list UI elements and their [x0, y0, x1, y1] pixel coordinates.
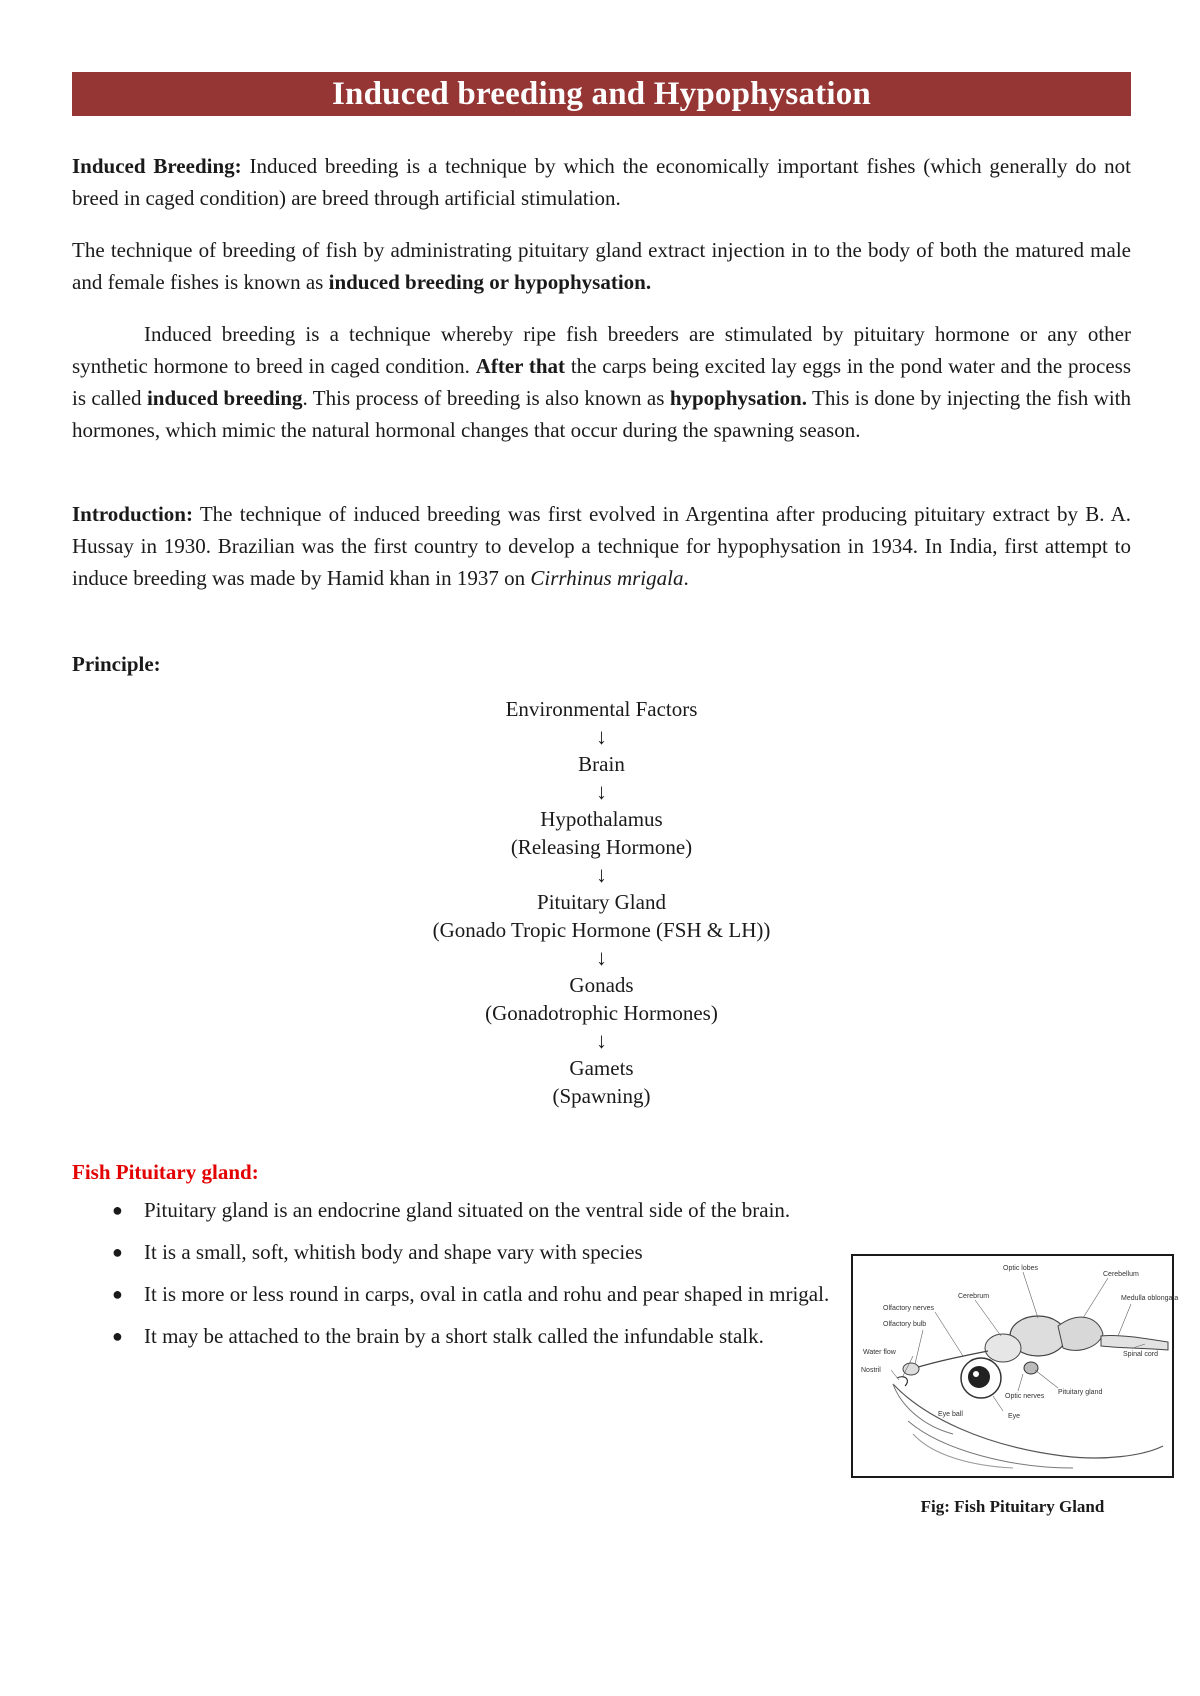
- para3-bold-2: induced breeding: [146, 386, 303, 410]
- flow-gonado-tropic-hormone: (Gonado Tropic Hormone (FSH & LH)): [432, 918, 771, 942]
- bullet-icon: ●: [112, 1242, 123, 1262]
- species-name: Cirrhinus mrigala: [530, 566, 684, 590]
- figure-caption: Fig: Fish Pituitary Gland: [920, 1497, 1105, 1516]
- list-item: [72, 1231, 835, 1273]
- list-item-text: It is more or less round in carps, oval in catla and rohu and pear shaped in mrigal.: [144, 1282, 830, 1306]
- bullet-icon: ●: [112, 1284, 123, 1304]
- pituitary-section-heading: Fish Pituitary gland:: [72, 1160, 259, 1184]
- down-arrow-icon: ↓: [596, 862, 607, 887]
- list-item: [72, 1189, 835, 1231]
- label-cerebrum: Cerebrum: [958, 1293, 990, 1300]
- nostril-shape: [897, 1377, 907, 1386]
- flow-hypothalamus: Hypothalamus: [540, 807, 663, 831]
- technique-bold: induced breeding or hypophysation.: [328, 270, 652, 294]
- down-arrow-icon: ↓: [596, 945, 607, 970]
- technique-text: The technique of breeding of fish by administrating pituitary gland extract injection in to the body of both the matured male and female fishes is known as: [72, 238, 1131, 294]
- induced-breeding-text: Induced breeding is a technique by which the economically important fishes (which generally do not breed in caged condition) are breed through artificial stimulation.: [72, 154, 1132, 210]
- label-eye: Eye: [1008, 1413, 1021, 1420]
- flow-gonadotrophic-hormones: (Gonadotrophic Hormones): [485, 1001, 718, 1025]
- pupil-shape: [968, 1366, 990, 1388]
- eye-highlight: [973, 1371, 979, 1377]
- principle-heading: Principle:: [72, 652, 161, 676]
- flow-pituitary-gland: Pituitary Gland: [537, 890, 666, 914]
- flow-gamets: Gamets: [569, 1056, 634, 1080]
- document-page: [72, 72, 1131, 1357]
- flow-gonads: Gonads: [569, 973, 634, 997]
- label-olfactory-bulb: Olfactory bulb: [883, 1321, 927, 1328]
- flow-environmental-factors: Environmental Factors: [505, 697, 698, 721]
- introduction-end: .: [683, 566, 689, 590]
- cerebrum-shape: [985, 1334, 1021, 1362]
- lower-jaw: [913, 1434, 1013, 1468]
- label-cerebellum: Cerebellum: [1103, 1271, 1139, 1278]
- label-medulla: Medulla oblongata: [1121, 1295, 1179, 1302]
- fish-brain-illustration: [853, 1256, 1179, 1476]
- flow-spawning: (Spawning): [552, 1084, 651, 1108]
- bullet-icon: ●: [112, 1200, 123, 1220]
- introduction-paragraph: [72, 498, 1131, 594]
- para3-text-2: the carps being excited lay eggs in the pond water and the process is called: [72, 354, 1131, 410]
- list-item: [72, 1273, 835, 1315]
- label-optic-lobes: Optic lobes: [1003, 1265, 1039, 1272]
- para3-bold-3: hypophysation.: [669, 386, 807, 410]
- label-nostril: Nostril: [861, 1367, 881, 1374]
- label-optic-nerves: Optic nerves: [1005, 1393, 1045, 1400]
- para3-text-4: This is done by injecting the fish with hormones, which mimic the natural hormonal changes that occur during the spawning season.: [72, 386, 1131, 442]
- list-item-text: It is a small, soft, whitish body and shape vary with species: [144, 1240, 643, 1264]
- cerebellum-shape: [1058, 1317, 1103, 1350]
- para3-text-1: Induced breeding is a technique whereby ripe fish breeders are stimulated by pituitary hormone or any other synthetic hormone to breed in caged condition.: [72, 322, 1131, 378]
- list-item: [72, 1315, 835, 1357]
- introduction-text: The technique of induced breeding was first evolved in Argentina after producing pituitary extract by B. A. Hussay in 1930. Brazilian was the first country to develop a technique for hypophysation in 1934. In India, first attempt to induce breeding was made by Hamid khan in 1937 on: [72, 502, 1131, 590]
- para3-bold-1: After that: [475, 354, 566, 378]
- induced-breeding-label: Induced Breeding:: [72, 154, 242, 178]
- list-item-text: Pituitary gland is an endocrine gland situated on the ventral side of the brain.: [144, 1198, 791, 1222]
- gill-line: [908, 1421, 1073, 1468]
- pituitary-bullet-list: [72, 1189, 835, 1357]
- flow-releasing-hormone: (Releasing Hormone): [510, 835, 693, 859]
- down-arrow-icon: ↓: [596, 779, 607, 804]
- pituitary-gland-shape: [1024, 1362, 1038, 1374]
- label-water-flow: Water flow: [863, 1349, 896, 1356]
- down-arrow-icon: ↓: [596, 1028, 607, 1053]
- introduction-label: Introduction:: [72, 502, 193, 526]
- para3-text-3: . This process of breeding is also known as: [302, 386, 670, 410]
- technique-paragraph: [72, 234, 1131, 298]
- down-arrow-icon: ↓: [596, 724, 607, 749]
- pituitary-figure: [851, 1254, 1179, 1478]
- label-spinal-cord: Spinal cord: [1123, 1351, 1159, 1358]
- label-olfactory-nerves: Olfactory nerves: [883, 1305, 934, 1312]
- label-eye-ball: Eye ball: [938, 1411, 963, 1418]
- ripe-breeders-paragraph: [72, 318, 1131, 446]
- list-item-text: It may be attached to the brain by a short stalk called the infundable stalk.: [144, 1324, 764, 1348]
- label-pituitary-gland: Pituitary gland: [1058, 1389, 1103, 1396]
- olfactory-bulb-shape: [903, 1363, 919, 1375]
- spinal-cord-shape: [1101, 1335, 1168, 1350]
- induced-breeding-paragraph: [72, 150, 1131, 214]
- principle-flowchart: [72, 695, 1131, 1110]
- flow-brain: Brain: [578, 752, 625, 776]
- page-title: Induced breeding and Hypophysation: [72, 72, 1131, 116]
- bullet-icon: ●: [112, 1326, 123, 1346]
